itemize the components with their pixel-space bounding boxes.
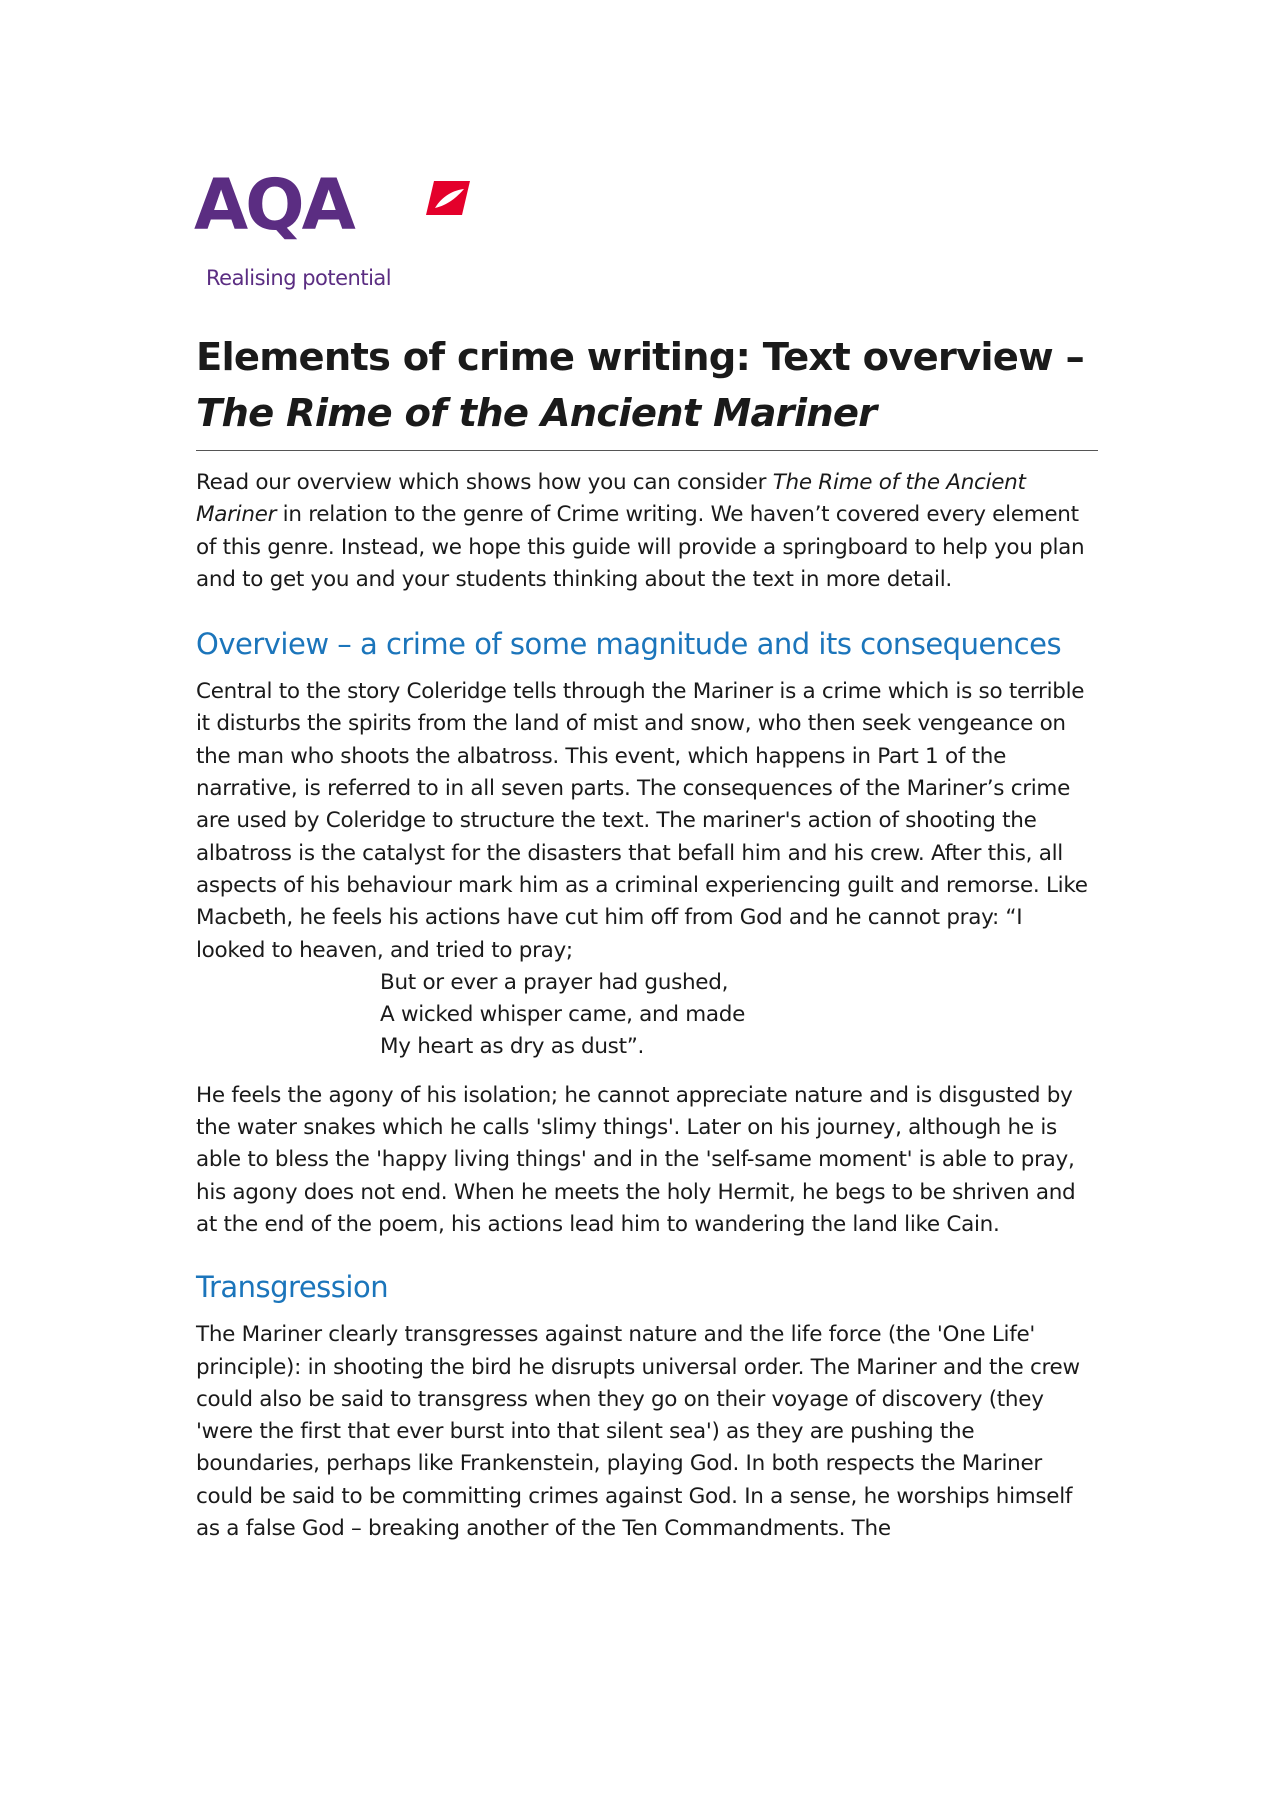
section-heading-transgression: Transgression [196,1270,389,1305]
intro-text-before: Read our overview which shows how you can consider [196,470,773,495]
logo-wordmark: AQA [194,164,353,246]
title-divider [196,450,1098,451]
aqa-logo [194,164,456,300]
title-work: The Rime of the Ancient Mariner [196,391,877,436]
aqa-leaf-mark-icon [424,178,472,218]
transgression-paragraph-1: The Mariner clearly transgresses against nature and the life force (the 'One Life' principle): in shooting the bird he disrupts universal order. The Mariner and the crew could also be said to transgress when they go on their voyage of discovery (they 'were the first that ever burst into that silent sea') as they are pushing the boundaries, perhaps like Frankenstein, playing God. In both respects the Mariner could be said to be committing crimes against God. In a sense, he worships himself as a false God – breaking another of the Ten Commandments. The [196,1322,1080,1542]
overview-paragraph-1: Central to the story Coleridge tells through the Mariner is a crime which is so terrible it disturbs the spirits from the land of mist and snow, who then seek vengeance on the man who shoots the albatross. This event, which happens in Part 1 of the narrative, is referred to in all seven parts. The consequences of the Mariner’s crime are used by Coleridge to structure the text. The mariner's action of shooting the albatross is the catalyst for the disasters that befall him and his crew. After this, all aspects of his behaviour mark him as a criminal experiencing guilt and remorse. Like Macbeth, he feels his actions have cut him off from God and he cannot pray: “I looked to heaven, and tried to pray; [196,679,1088,963]
intro-paragraph [196,467,1096,596]
logo-tagline: Realising potential [206,266,392,290]
verse-line: But or ever a prayer had gushed, [380,969,729,995]
overview-paragraph-2: He feels the agony of his isolation; he cannot appreciate nature and is disgusted by the water snakes which he calls 'slimy things'. Later on his journey, although he is able to bless the 'happy living things' and in the 'self-same moment' is able to pray, his agony does not end. When he meets the holy Hermit, he begs to be shriven and at the end of the poem, his actions lead him to wandering the land like Cain. [196,1082,1076,1237]
section-heading-overview: Overview – a crime of some magnitude and its consequences [196,627,1062,662]
document-title [196,330,1096,442]
verse-line: A wicked whisper came, and made [380,1002,746,1028]
document-page [194,164,1096,1545]
title-line: Elements of crime writing: Text overview – [196,335,1084,380]
intro-text-after: in relation to the genre of Crime writing. We haven’t covered every element of this genre. Instead, we hope this guide will provide a springboard to help you plan and to get you and your students thinking about the text in more detail. [196,502,1085,592]
verse-quotation [380,967,1096,1064]
intro-work-title: The Rime of the Ancient Mariner [196,470,1026,528]
verse-line: My heart as dry as dust”. [380,1034,645,1060]
